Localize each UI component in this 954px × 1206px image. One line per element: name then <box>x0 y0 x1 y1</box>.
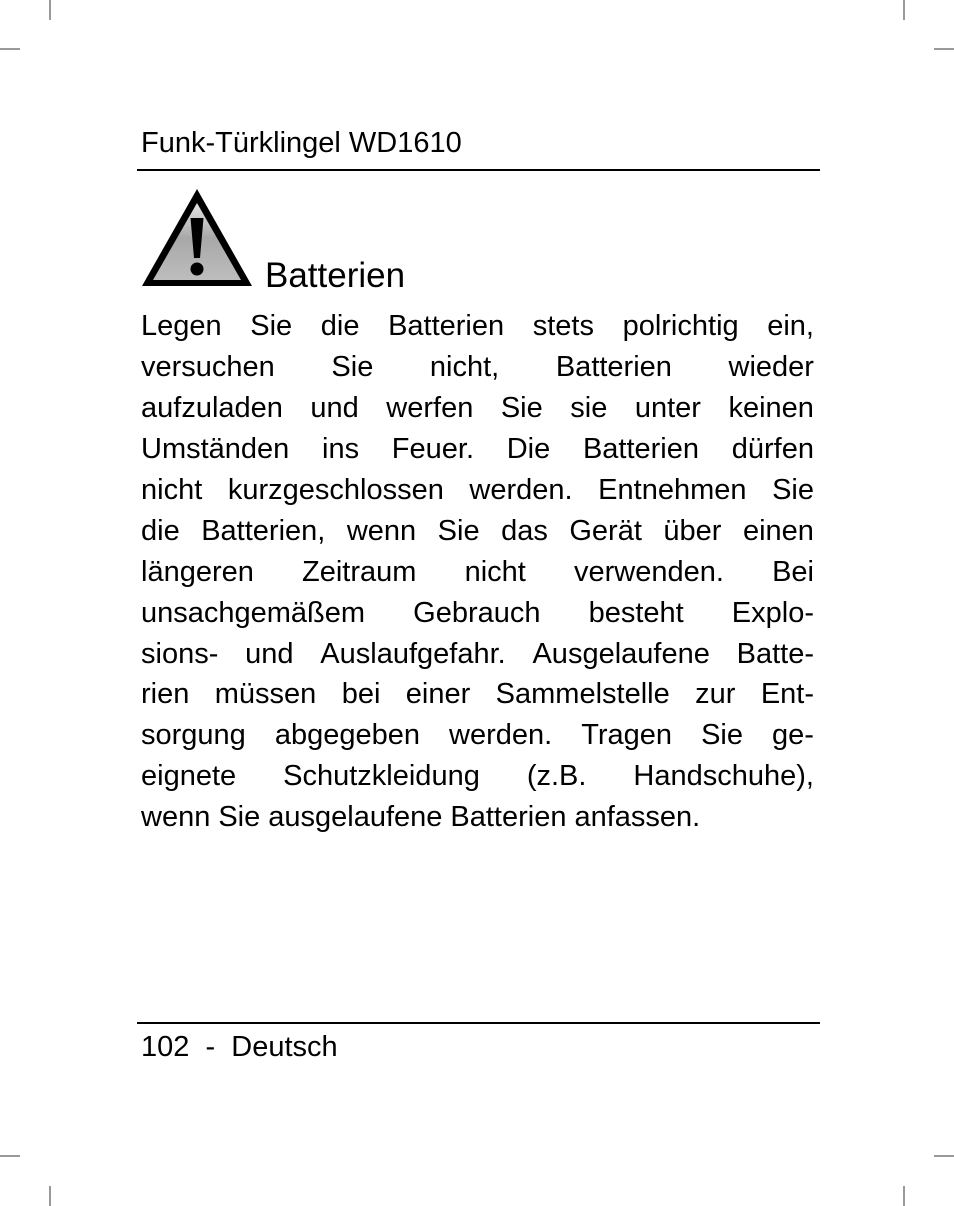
crop-mark <box>49 1186 51 1206</box>
crop-mark <box>934 48 954 50</box>
body-word: Batterien, <box>201 514 326 547</box>
crop-mark <box>0 48 20 50</box>
body-word: ein, <box>767 310 814 342</box>
page-number-label: 102 - Deutsch <box>141 1031 338 1063</box>
body-word: (z.B. <box>526 760 587 793</box>
body-word: ge- <box>772 719 814 752</box>
body-word: Legen <box>141 310 222 342</box>
body-word: die <box>320 310 360 342</box>
body-line <box>141 388 814 429</box>
body-word: nicht, <box>429 350 500 383</box>
body-word: kurzgeschlossen <box>227 473 444 506</box>
body-word: Batte- <box>736 637 814 670</box>
body-word: zur <box>695 678 736 711</box>
body-line <box>141 429 814 470</box>
body-word: das <box>501 514 548 547</box>
body-word: Batterien <box>450 801 567 834</box>
body-word: Ent- <box>760 678 814 711</box>
body-word: werden. <box>469 473 573 506</box>
body-word: längeren <box>141 555 254 588</box>
body-word: abgegeben <box>274 719 420 752</box>
body-word: Zeitraum <box>302 555 417 588</box>
body-word: Sie <box>772 473 814 506</box>
body-word: wenn <box>141 801 211 834</box>
body-line <box>141 347 814 388</box>
body-word: nicht <box>141 473 203 506</box>
body-word: ausgelaufene <box>268 801 443 834</box>
crop-mark <box>903 0 905 20</box>
body-word: über <box>663 514 722 547</box>
document-header-title: Funk-Türklingel WD1610 <box>141 127 462 159</box>
body-word: Die <box>506 432 551 465</box>
body-word: sorgung <box>141 719 246 752</box>
body-word: müssen <box>214 678 317 711</box>
body-word: Sie <box>331 350 374 383</box>
body-line <box>141 511 814 552</box>
crop-mark <box>49 0 51 20</box>
body-word: bei <box>341 678 381 711</box>
body-word: wenn <box>346 514 417 547</box>
crop-mark <box>903 1186 905 1206</box>
body-word: Batterien <box>555 350 672 383</box>
body-word: unsachgemäßem <box>141 596 366 629</box>
body-line <box>141 552 814 593</box>
warning-triangle-icon <box>139 186 255 290</box>
body-word: Tragen <box>581 719 673 752</box>
body-word: Sie <box>437 514 480 547</box>
body-word: Umständen <box>141 432 290 465</box>
body-word: aufzuladen <box>141 391 283 424</box>
section-title: Batterien <box>265 256 406 295</box>
body-word: Schutzkleidung <box>283 760 480 793</box>
body-word: verwenden. <box>573 555 724 588</box>
body-word: sions- <box>141 637 219 670</box>
body-line <box>141 797 814 838</box>
body-word: unter <box>634 391 701 424</box>
body-word: sie <box>570 391 608 424</box>
body-word: Batterien <box>388 310 505 342</box>
body-line <box>141 470 814 511</box>
body-line <box>141 756 814 797</box>
body-line <box>141 306 814 347</box>
header-rule <box>137 169 820 171</box>
body-line <box>141 715 814 756</box>
body-word: Entnehmen <box>598 473 747 506</box>
body-word: Explo- <box>731 596 814 629</box>
body-line <box>141 674 814 715</box>
body-word: die <box>141 514 180 547</box>
body-word: anfassen. <box>574 801 701 834</box>
footer-rule <box>137 1022 820 1024</box>
body-word: und <box>310 391 359 424</box>
body-word: Sie <box>701 719 743 752</box>
body-word: Handschuhe), <box>633 760 814 793</box>
body-word: Sie <box>250 310 293 342</box>
body-word: keinen <box>728 391 814 424</box>
body-word: dürfen <box>731 432 814 465</box>
body-word: einer <box>405 678 471 711</box>
body-line <box>141 593 814 634</box>
body-word: werfen <box>386 391 474 424</box>
body-word: Batterien <box>582 432 700 465</box>
body-word: werden. <box>449 719 553 752</box>
body-word: und <box>245 637 294 670</box>
body-word: ins <box>322 432 360 465</box>
body-word: polrichtig <box>622 310 739 342</box>
body-word: Gerät <box>569 514 642 547</box>
body-word: Gebrauch <box>413 596 541 629</box>
crop-mark <box>0 1155 20 1157</box>
body-paragraph <box>141 306 814 838</box>
body-word: Auslaufgefahr. <box>320 637 506 670</box>
body-word: rien <box>141 678 190 711</box>
body-word: wieder <box>728 350 814 383</box>
body-word: Ausgelaufene <box>532 637 710 670</box>
body-word: nicht <box>464 555 526 588</box>
body-word: Bei <box>772 555 814 588</box>
body-word: Sammelstelle <box>495 678 670 711</box>
body-word: Sie <box>500 391 543 424</box>
body-word: besteht <box>588 596 684 629</box>
body-line <box>141 634 814 675</box>
body-word: einen <box>742 514 814 547</box>
body-word: versuchen <box>141 350 275 383</box>
body-word: eignete <box>141 760 237 793</box>
body-word: Sie <box>218 801 261 834</box>
body-word: stets <box>532 310 594 342</box>
body-word: Feuer. <box>391 432 475 465</box>
crop-mark <box>934 1155 954 1157</box>
